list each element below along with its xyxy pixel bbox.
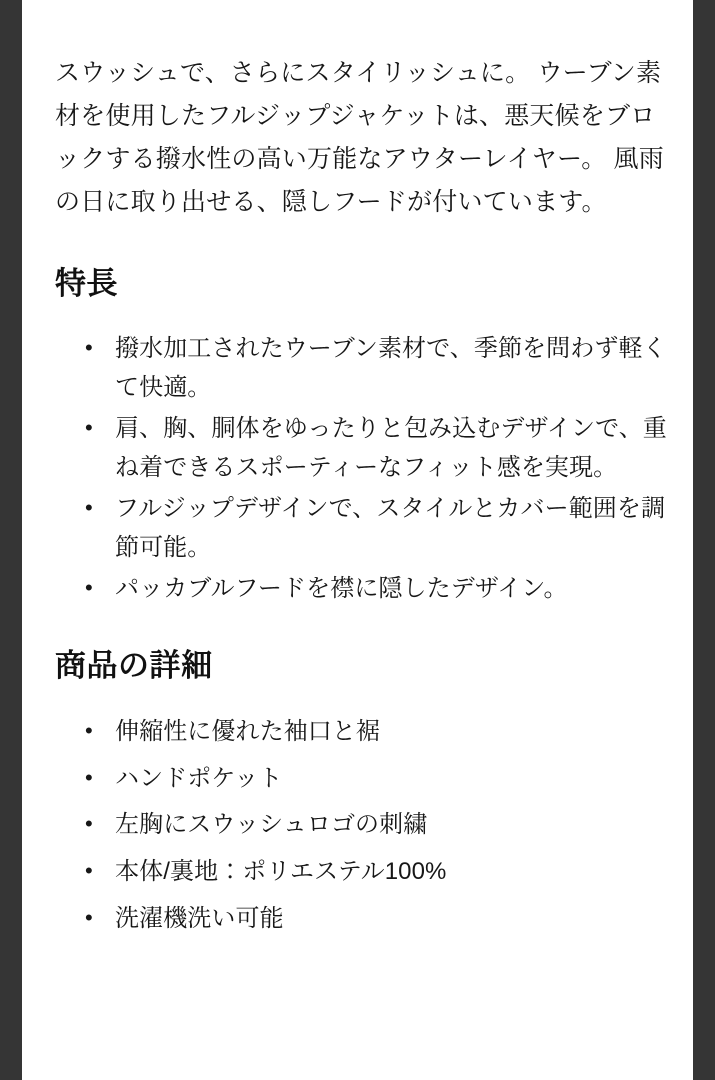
features-section [55, 264, 667, 608]
product-details-list [55, 713, 667, 939]
list-item: • 伸縮性に優れた袖口と裾 [79, 713, 667, 752]
list-item: • 洗濯機洗い可能 [79, 900, 667, 939]
features-heading: 特長 [55, 266, 118, 301]
left-edge-gutter [0, 0, 22, 1080]
product-details-heading: 商品の詳細 [55, 648, 213, 684]
list-item: • 肩、胸、胴体をゆったりと包み込むデザインで、重ね着できるスポーティーなフィット感を実現。 [79, 410, 667, 488]
list-item: • 本体/裏地：ポリエステル100% [79, 853, 667, 892]
features-list [55, 330, 667, 608]
right-edge-gutter [693, 0, 715, 1080]
list-item: • 左胸にスウッシュロゴの刺繍 [79, 806, 667, 845]
list-item: • パッカブルフードを襟に隠したデザイン。 [79, 570, 667, 609]
list-item: • 撥水加工されたウーブン素材で、季節を問わず軽くて快適。 [79, 330, 667, 408]
product-details-section [55, 646, 667, 939]
product-intro-paragraph: スウッシュで、さらにスタイリッシュに。 ウーブン素材を使用したフルジップジャケットは、悪天候をブロックする撥水性の高い万能なアウターレイヤー。 風雨の日に取り出せる、隠しフードが付いています。 [55, 59, 664, 216]
list-item: • ハンドポケット [79, 760, 667, 799]
list-item: • フルジップデザインで、スタイルとカバー範囲を調節可能。 [79, 490, 667, 568]
